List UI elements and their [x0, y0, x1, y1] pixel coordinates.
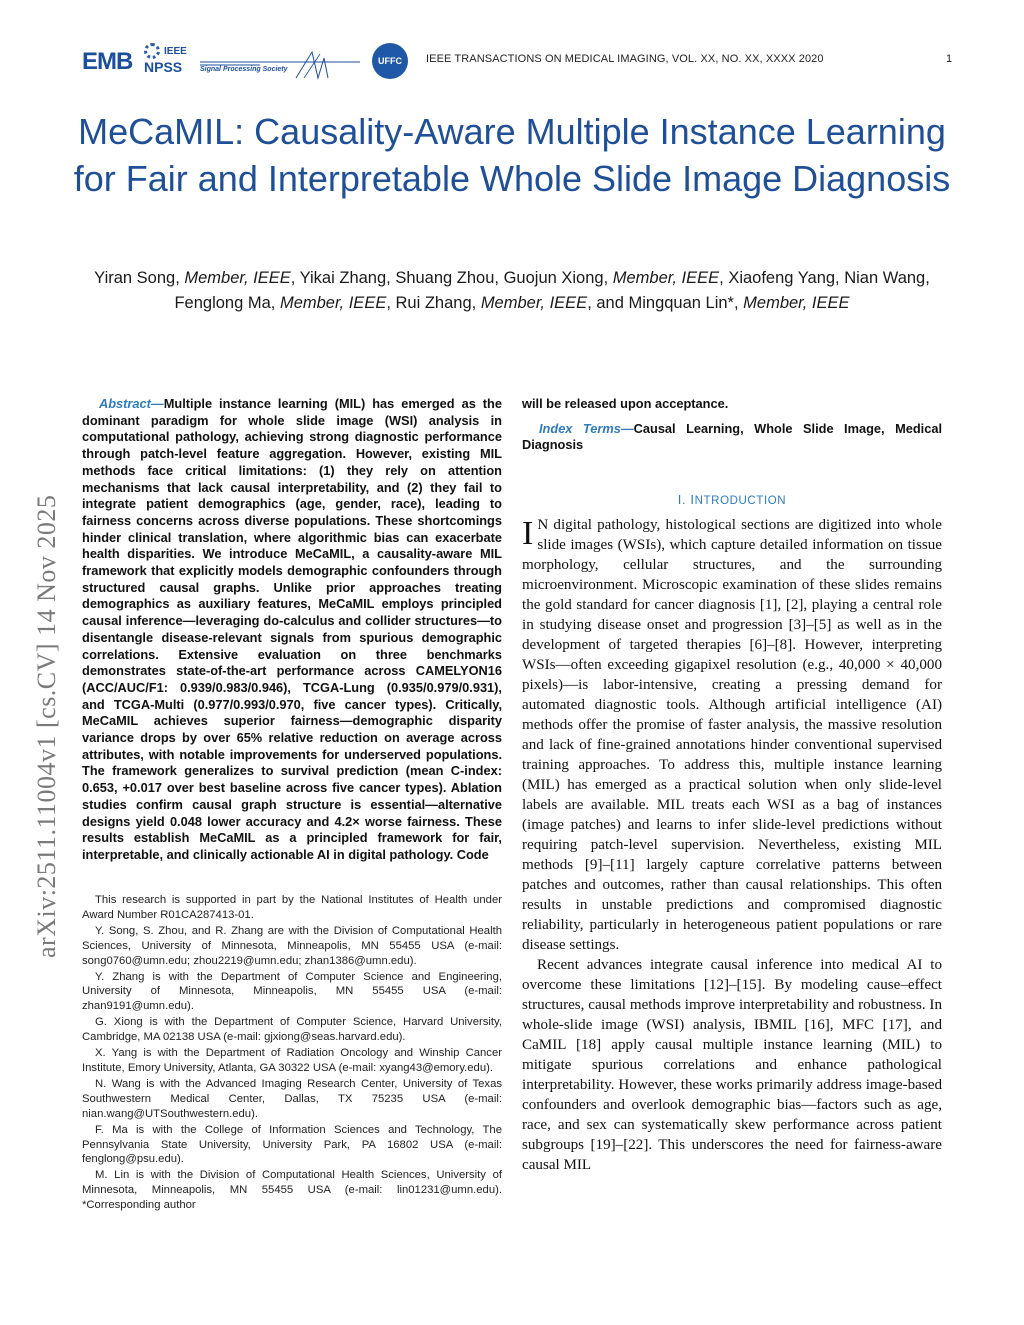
abstract — [82, 396, 502, 864]
author-membership: Member, IEEE — [480, 294, 588, 312]
ieee-logo-text: IEEE — [164, 45, 187, 57]
author-membership: Member, IEEE — [279, 294, 387, 312]
author-name: Xiaofeng Yang — [728, 269, 836, 287]
author-name: Yikai Zhang — [299, 269, 387, 287]
author-name: Shuang Zhou — [395, 269, 495, 287]
index-terms-label: Index Terms— — [539, 420, 634, 436]
author-list: Yiran Song, Member, IEEE, Yikai Zhang, Shuang Zhou, Guojun Xiong, Member, IEEE, Xiaofeng Yang, Nian Wang, Fenglong Ma, Member, IEEE, Rui Zhang, Member, IEEE, and Mingquan Lin*, Member, IEEE — [94, 269, 930, 312]
index-terms-text: Causal Learning, Whole Slide Image, Medical Diagnosis — [522, 420, 943, 453]
footnote-affiliation: Y. Song, S. Zhou, and R. Zhang are with the Division of Computational Health Sciences, University of Minnesota, Minneapolis, MN 55455 USA (e-mail: song0760@umn.edu; zhou2219@umn.edu; zhan1386@umn.edu). — [82, 924, 502, 967]
section-title: INTRODUCTION — [690, 492, 787, 508]
intro-paragraph-text: N digital pathology, histological sections are digitized into whole slide images (WSIs), which capture detailed information on tissue morphology, cellular structures, and the surrounding microenvironment. Microscopic examination of these slides remains the gold standard for cancer diagnosis [1], [2], playing a central role in studying disease onset and progression [3]–[5] as well as in the development of targeted therapies [6]–[8]. However, interpreting WSIs—often exceeding gigapixel resolution (e.g., 40,000 × 40,000 pixels)—is labor-intensive, creating a pressing demand for automated diagnostic tools. Although artificial intelligence (AI) methods offer the promise of faster analysis, the massive resolution and lack of fine-grained annotations hinder conventional supervised training approaches. To address this, multiple instance learning (MIL) has emerged as a practical solution when only slide-level labels are available. MIL treats each WSI as a bag of instances (image patches) and learns to infer slide-level predictions without requiring patch-level supervision. Nevertheless, existing MIL methods [9]–[11] largely capture correlative patterns between patches and outcomes, rather than causal relationships. This often results in unstable predictions and compromised diagnostic reliability, particularly in heterogeneous patient populations or rare disease settings. — [522, 517, 942, 954]
society-logos — [82, 40, 412, 84]
author-name: Mingquan Lin* — [628, 294, 734, 312]
ieee-gear-icon — [144, 43, 160, 59]
right-column — [522, 396, 942, 1175]
author-name: Nian Wang — [844, 269, 926, 287]
running-head: IEEE TRANSACTIONS ON MEDICAL IMAGING, VOL. XX, NO. XX, XXXX 2020 — [426, 53, 824, 65]
drop-cap: I — [522, 515, 534, 553]
sps-waveform-icon — [200, 48, 360, 82]
author-name: Yiran Song — [94, 269, 176, 287]
ieee-npss-logo — [144, 42, 192, 74]
sps-logo-text: Signal Processing Society — [200, 66, 288, 73]
arxiv-stamp: arXiv:2511.11004v1 [cs.CV] 14 Nov 2025 — [32, 494, 61, 958]
index-terms — [522, 421, 942, 454]
section-heading — [522, 492, 942, 507]
section-number: I. — [677, 492, 687, 508]
left-column — [82, 396, 502, 864]
footnote-funding: This research is supported in part by the National Institutes of Health under Award Number R01CA287413-01. — [82, 894, 502, 921]
author-membership: Member, IEEE — [743, 294, 850, 312]
paper-title: MeCaMIL: Causality-Aware Multiple Instance Learning for Fair and Interpretable Whole Slide Image Diagnosis — [73, 111, 951, 199]
npss-logo-text: NPSS — [144, 59, 183, 75]
footnote-affiliation: X. Yang is with the Department of Radiation Oncology and Winship Cancer Institute, Emory University, Atlanta, GA 30322 USA (e-mail: xyang43@emory.edu). — [82, 1047, 502, 1074]
footnote-affiliation: F. Ma is with the College of Information Sciences and Technology, The Pennsylvania State University, University Park, PA 16802 USA (e-mail: fenglong@psu.edu). — [82, 1123, 502, 1166]
footnote-affiliation: Y. Zhang is with the Department of Computer Science and Engineering, University of Minnesota, Minneapolis, MN 55455 USA (e-mail: zhan9191@umn.edu). — [82, 970, 502, 1013]
sps-logo — [200, 48, 360, 82]
author-name: Fenglong Ma — [174, 294, 271, 312]
author-name: Guojun Xiong — [503, 269, 604, 287]
author-membership: Member, IEEE — [612, 269, 720, 287]
author-membership: Member, IEEE — [184, 269, 291, 287]
author-name: Rui Zhang — [395, 294, 472, 312]
uffc-logo: UFFC — [372, 43, 408, 79]
footnote-affiliation: N. Wang is with the Advanced Imaging Research Center, University of Texas Southwestern Medical Center, Dallas, TX 75235 USA (e-mail: nian.wang@UTSouthwestern.edu). — [82, 1077, 502, 1120]
abstract-text: Multiple instance learning (MIL) has emerged as the dominant paradigm for whole slide image (WSI) analysis in computational pathology, achieving strong diagnostic performance through patch-level feature aggregation. However, existing MIL methods face critical limitations: (1) they rely on attention mechanisms that lack causal interpretability, and (2) they fail to integrate patient demographics (age, gender, race), leading to fairness concerns across diverse populations. These shortcomings hinder clinical translation, where algorithmic bias can exacerbate health disparities. We introduce MeCaMIL, a causality-aware MIL framework that explicitly models demographic confounders through structured causal graphs. Unlike prior approaches treating demographics as auxiliary features, MeCaMIL employs principled causal inference—leveraging do-calculus and collider structures—to disentangle disease-relevant signals from spurious demographic correlations. Extensive evaluation on three benchmarks demonstrates state-of-the-art performance across CAMELYON16 (ACC/AUC/F1: 0.939/0.983/0.946), TCGA-Lung (0.935/0.979/0.931), and TCGA-Multi (0.977/0.993/0.970, five cancer types). Critically, MeCaMIL achieves superior fairness—demographic disparity variance drops by over 65% relative reduction on average across attributes, with notable improvements for underserved populations. The framework generalizes to survival prediction (mean C-index: 0.653, +0.017 over best baseline across five cancer types). Ablation studies confirm causal graph structure is essential—alternative designs yield 0.048 lower accuracy and 4.2× worse fairness. These results establish MeCaMIL as a principled framework for fair, interpretable, and clinically actionable AI in digital pathology. Code — [82, 396, 502, 862]
affiliation-footnotes — [82, 893, 502, 1214]
page-number: 1 — [946, 53, 953, 65]
intro-paragraph — [522, 515, 942, 955]
emb-logo: EMB — [82, 48, 133, 75]
footnote-affiliation: M. Lin is with the Division of Computational Health Sciences, University of Minnesota, Minneapolis, MN 55455 USA (e-mail: lin01231@umn.edu). *Corresponding author — [82, 1169, 502, 1212]
footnote-affiliation: G. Xiong is with the Department of Computer Science, Harvard University, Cambridge, MA 02138 USA (e-mail: gjxiong@seas.harvard.edu). — [82, 1016, 502, 1044]
abstract-label: Abstract— — [99, 396, 164, 411]
abstract-continuation: will be released upon acceptance. — [522, 396, 729, 411]
intro-paragraph: Recent advances integrate causal inference into medical AI to overcome these limitations [12]–[15]. By modeling cause–effect structures, causal methods improve interpretability and robustness. In whole-slide image (WSI) analysis, IBMIL [16], MFC [17], and CaMIL [18] apply causal multiple instance learning (MIL) to mitigate spurious correlations and enhance pathological interpretability. However, these works primarily address image-based confounders and overlook demographic bias—factors such as age, race, and sex can systematically skew performance across patient subgroups [19]–[22]. This underscores the need for fairness-aware causal MIL — [522, 957, 942, 1174]
